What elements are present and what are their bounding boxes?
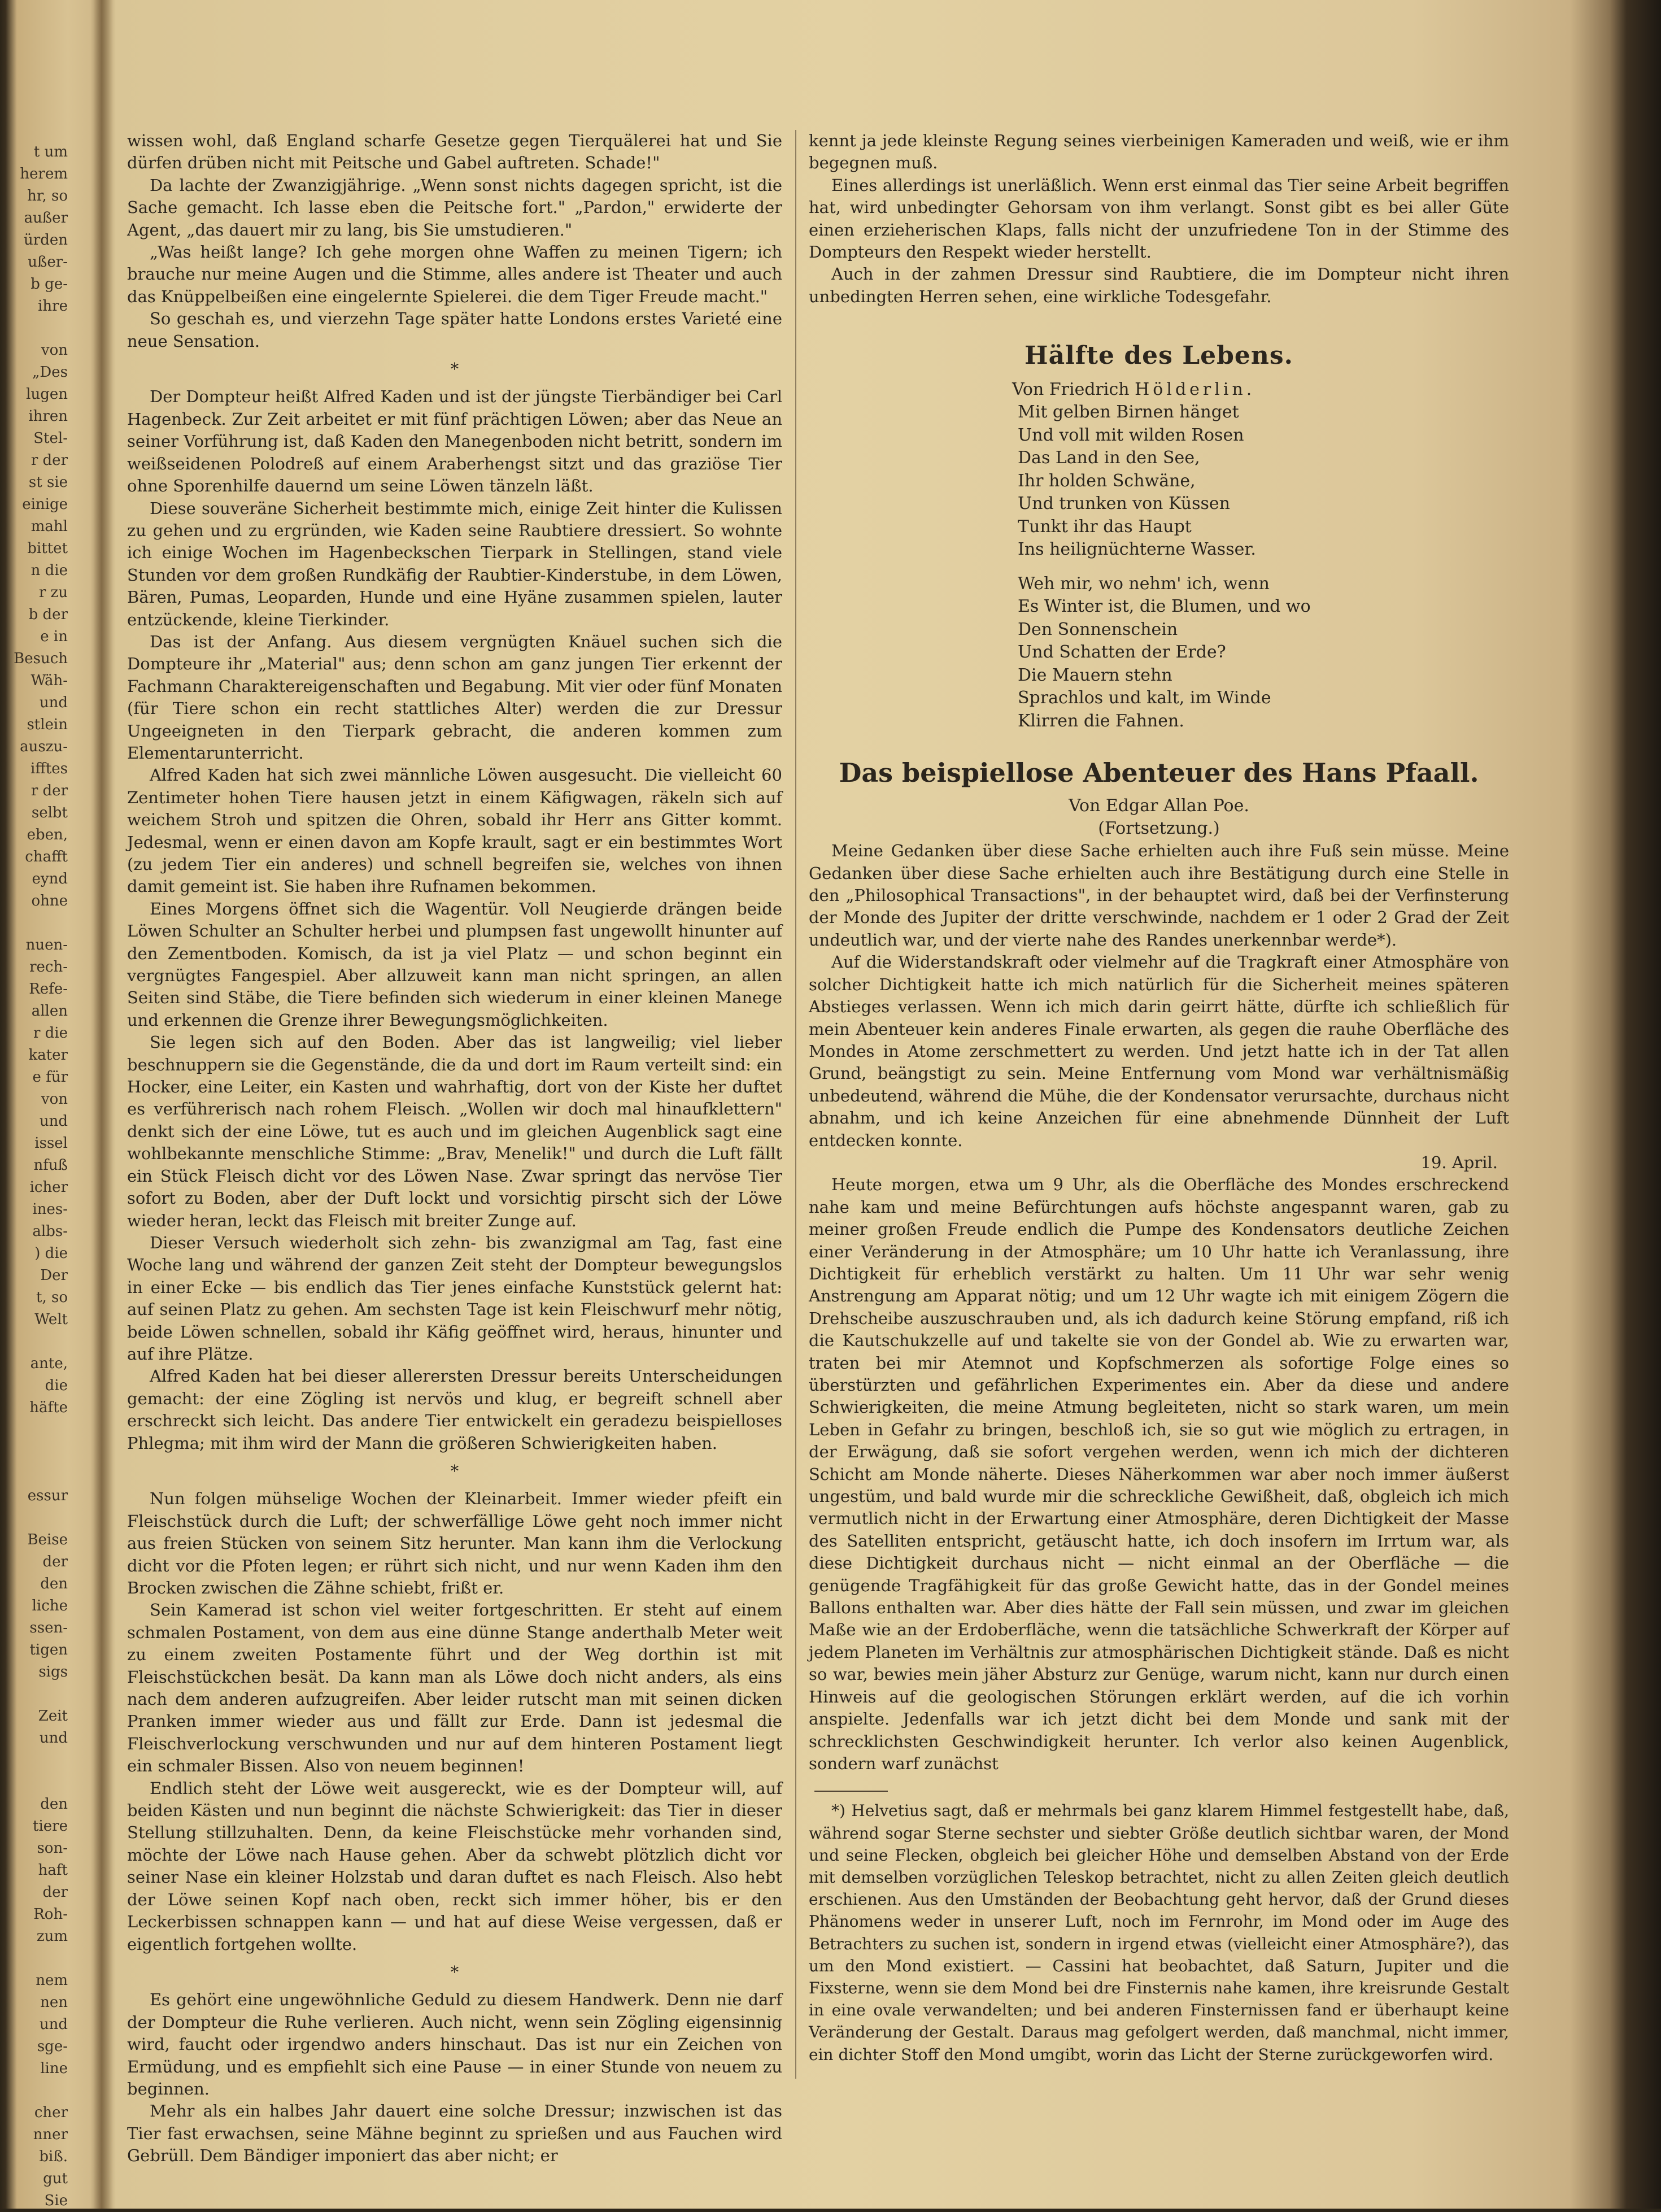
poem-line: Klirren die Fahnen. (1018, 711, 1184, 731)
column-divider (795, 130, 796, 2079)
paragraph: Alfred Kaden hat sich zwei männliche Löwen ausgesucht. Die vielleicht 60 Zentimeter hohen Tiere hausen jetzt in einem Käfigwagen, räkeln sich auf weichem Stroh und spitzen die Ohren, sobald ihr Herr ans Gitter kommt. Jedesmal, wenn er einen davon am Kopfe krault, sagt er ein bestimmtes Wort (zu jedem Tier ein anderes) und schnell begreifen sie, welches von ihnen damit gemeint ist. Sie haben ihre Rufnamen bekommen. (127, 765, 782, 896)
paragraph: „Was heißt lange? Ich gehe morgen ohne Waffen zu meinen Tigern; ich brauche nur meine Augen und die Stimme, alles andere ist Theater und auch das Knüppelbeißen eine eingelernte Spielerei. die dem Tiger Freude macht." (127, 242, 782, 306)
poem-line: Und voll mit wilden Rosen (1018, 425, 1244, 445)
paragraph: Auch in der zahmen Dressur sind Raubtiere, die im Dompteur nicht ihren unbedingten Herren sehen, eine wirkliche Todesgefahr. (809, 264, 1509, 306)
poem-line: Das Land in den See, (1018, 448, 1200, 468)
poem-line: Und trunken von Küssen (1018, 494, 1230, 514)
paragraph: So geschah es, und vierzehn Tage später hatte Londons erstes Varieté eine neue Sensation. (127, 309, 782, 351)
poem-line: Die Mauern stehn (1018, 665, 1172, 685)
paragraph: Heute morgen, etwa um 9 Uhr, als die Oberfläche des Mondes erschreckend nahe kam und meine Befürchtungen aufs höchste angespannt waren, gab zu meiner großen Freude endlich die Pumpe des Kondensators deutliche Zeichen einer Veränderung in der Atmosphäre; um 10 Uhr hatte ich Veranlassung, ihre Dichtigkeit für erheblich verstärkt zu halten. Um 11 Uhr war sehr wenig Anstrengung am Apparat nötig; und um 12 Uhr wagte ich mit einigem Zögern die Drehscheibe auszuschrauben und, als ich dadurch keine Störung empfand, riß ich die Kautschukzelle auf und takelte sie von der Gondel ab. Wie zu erwarten war, traten bei mir Atemnot und Kopfschmerzen als sofortige Folge eines so überstürzten und gefährlichen Experimentes ein. Aber da diese und andere Schwierigkeiten, die meine Atmung begleiteten, nicht so stark waren, um mein Leben in Gefahr zu bringen, beschloß ich, sie so gut wie möglich zu ertragen, in der Erwägung, daß sie sofort vergehen werden, wenn ich mich der dichteren Schicht am Monde näherte. Dieses Näherkommen war aber noch immer äußerst ungestüm, und bald wurde mir die schreckliche Gewißheit, daß, obgleich ich mich vermutlich nicht in der Erwartung einer Atmosphäre, deren Dichtigkeit der Masse des Satelliten entspricht, getäuscht hatte, ich doch insofern im Irrtum war, als diese Dichtigkeit durchaus nicht — nicht einmal an der Oberfläche — die genügende Tragfähigkeit für das große Gewicht hatte, das in der Gondel meines Ballons enthalten war. Aber dies hätte der Fall sein müssen, und zwar im gleichen Maße wie an der Erdoberfläche, wenn die tatsächliche Schwerkraft der Körper auf jedem Planeten im Verhältnis zur atmosphärischen Dichtigkeit stände. Daß es nicht so war, bewies mein jäher Absturz zur Genüge, warum nicht, kann nur durch einen Hinweis auf die geologischen Störungen erklärt werden, auf die ich vorhin anspielte. Jedenfalls war ich jetzt dicht bei dem Monde und sank mit der schrecklichsten Geschwindigkeit herunter. Ich verlor also keinen Augenblick, sondern warf zunächst (809, 1175, 1509, 1773)
left-column (127, 130, 782, 2167)
section-separator: * (450, 1461, 459, 1481)
previous-page-fragment: t um herem hr, so außer ürden ußer- b ge- ihre von „Des lugen ihren Stel- r der st sie einige mahl bittet n die r zu b der e in Besuch Wäh- und stlein auszu- ifftes r der selbt eben, chafft eynd ohne nuen- rech- Refe- allen r die kater e für von und issel nfuß icher ines- albs- ) die Der t, so Welt ante, die häfte essur Beise der den liche ssen- tigen sigs Zeit und den tiere son- haft der Roh- zum nem nen und sge- line cher nner biß. gut Sie (14, 143, 68, 2209)
paragraph: Der Dompteur heißt Alfred Kaden und ist der jüngste Tierbändiger bei Carl Hagenbeck. Zur Zeit arbeitet er mit fünf prächtigen Löwen; aber das Neue an seiner Vorführung ist, daß Kaden den Manegenboden nicht betritt, sondern im weißseidenen Polodreß auf einem Araberhengst sitzt und das graziöse Tier ohne Sporenhilfe dauernd um seine Löwen tänzeln läßt. (127, 387, 782, 496)
poem-line: Ihr holden Schwäne, (1018, 471, 1196, 491)
paragraph: Dieser Versuch wiederholt sich zehn- bis zwanzigmal am Tag, fast eine Woche lang und während der ganzen Zeit steht der Dompteur bewegungslos in einer Ecke — bis endlich das Tier jenes einfache Kunststück gelernt hat: auf seinen Platz zu gehen. Am sechsten Tage ist kein Fleischwurf mehr nötig, beide Löwen schnellen, sobald ihr Käfig geöffnet wird, heraus, hinunter und auf ihre Plätze. (127, 1233, 782, 1364)
paragraph: Diese souveräne Sicherheit bestimmte mich, einige Zeit hinter die Kulissen zu gehen und zu ergründen, wie Kaden seine Raubtiere dressiert. So wohnte ich einige Wochen im Hagenbeckschen Tierpark in Stellingen, stand viele Stunden vor dem großen Rundkäfig der Raubtier-Kinderstube, in dem Löwen, Bären, Pumas, Leoparden, Hunde und eine Hyäne zusammen spielen, lauter entzückende, kleine Tierkinder. (127, 498, 782, 629)
paragraph: wissen wohl, daß England scharfe Gesetze gegen Tierquälerei hat und Sie dürfen drüben nicht mit Peitsche und Gabel auftreten. Schade!" (127, 131, 782, 173)
poem-line: Ins heilignüchterne Wasser. (1018, 539, 1256, 560)
footnote: *) Helvetius sagt, daß er mehrmals bei ganz klarem Himmel festgestellt habe, daß, während sogar Sterne sechster und siebter Größe deutlich sichtbar waren, der Mond und seine Flecken, obgleich bei gleicher Höhe und demselben Abstand von der Erde mit demselben vorzüglichen Teleskop betrachtet, nicht zu allen Zeiten gleich deutlich erschienen. Aus den Umständen der Beobachtung geht hervor, daß der Grund dieses Phänomens weder in unserer Luft, noch im Fernrohr, im Mond oder im Auge des Betrachters zu suchen ist, sondern in irgend etwas (vielleicht einer Atmosphäre?), das um den Mond existiert. — Cassini hat beobachtet, daß Saturn, Jupiter und die Fixsterne, wenn sie dem Mond bei dre Finsternis nahe kamen, ihre kreisrunde Gestalt in eine ovale verwandelten; und bei anderen Finsternissen fand er überhaupt keine Veränderung der Gestalt. Daraus mag gefolgert werden, daß manchmal, nicht immer, ein dichter Stoff den Mond umgibt, worin das Licht der Sterne zurückgeworfen wird. (809, 1801, 1509, 2064)
author-prefix: Von Friedrich (1012, 380, 1135, 400)
paragraph: Eines allerdings ist unerläßlich. Wenn erst einmal das Tier seine Arbeit begriffen hat, wird unbedingter Gehorsam von ihm verlangt. Sonst gibt es bei aller Güte einen erzieherischen Klaps, falls nicht der unzufriedene Ton in der Stimme des Dompteurs den Respekt wieder herstellt. (809, 175, 1509, 262)
paragraph: kennt ja jede kleinste Regung seines vierbeinigen Kameraden und weiß, wie er ihm begegnen muß. (809, 131, 1509, 173)
author-name: Hölderlin. (1135, 380, 1255, 400)
poem-title: Hälfte des Lebens. (1024, 341, 1293, 371)
footnote-rule (814, 1791, 888, 1792)
paragraph: Endlich steht der Löwe weit ausgereckt, wie es der Dompteur will, auf beiden Kästen und nun beginnt die nächste Schwierigkeit: das Tier in dieser Stellung stillzuhalten. Denn, da keine Fleischstücke mehr vorhanden sind, möchte der Löwe nach Hause gehen. Aber da schwebt plötzlich dicht vor seiner Nase ein kleiner Holzstab und daran duftet es nach Fleisch. Also hebt der Löwe seinen Kopf nach oben, reckt sich immer höher, bis er den Leckerbissen schnappen kann — und hat auf diese Weise vergessen, daß er eigentlich fortgehen wollte. (127, 1778, 782, 1954)
paragraph: Sein Kamerad ist schon viel weiter fortgeschritten. Er steht auf einem schmalen Postament, von dem aus eine dünne Stange anderthalb Meter weit zu einem zweiten Postamente führt und der Weg dorthin ist mit Fleischstückchen besät. Da kann man als Löwe doch nicht anders, als eins nach dem anderen aufzugreifen. Aber leider rutscht man mit seinen dicken Pranken immer wieder aus und fällt zur Erde. Dann ist jedesmal die Fleischverlockung verschwunden und nur auf dem hinteren Postament liegt ein schmaler Bissen. Also von neuem beginnen! (127, 1600, 782, 1776)
poem-line: Und Schatten der Erde? (1018, 642, 1226, 663)
poem-line: Mit gelben Birnen hänget (1018, 402, 1239, 423)
section-separator: * (450, 359, 459, 379)
story-continuation-note: (Fortsetzung.) (1098, 818, 1220, 839)
poem-line: Den Sonnenschein (1018, 619, 1178, 639)
paragraph: Nun folgen mühselige Wochen der Kleinarbeit. Immer wieder pfeift ein Fleischstück durch die Luft; der schwerfällige Löwe geht noch immer nicht aus freien Stücken von seinem Sitz herunter. Man kann ihm die Verlockung dicht vor die Pfoten legen; er rührt sich nicht, und nur wenn Kaden ihm den Brocken zwischen die Zähne schiebt, frißt er. (127, 1489, 782, 1597)
poem-line: Es Winter ist, die Blumen, und wo (1018, 596, 1311, 617)
page-gutter-shadow (90, 0, 113, 2209)
right-column (809, 130, 1509, 2066)
paragraph: Es gehört eine ungewöhnliche Geduld zu diesem Handwerk. Denn nie darf der Dompteur die Ruhe verlieren. Auch nicht, wenn sein Zögling eigensinnig wird, faucht oder irgendwo anders hinschaut. Das ist nur ein Zeichen von Ermüdung, und es empfiehlt sich eine Pause — in einer Stunde von neuem zu beginnen. (127, 1990, 782, 2098)
paragraph: Sie legen sich auf den Boden. Aber das ist langweilig; viel lieber beschnuppern sie die Gegenstände, die da und dort im Raum verteilt sind: ein Hocker, eine Leiter, ein Kasten und wahrhaftig, dort von der Kiste her duftet es verführerisch nach rohem Fleisch. „Wollen wir doch mal hinaufklettern" denkt sich der eine Löwe, tut es auch und im gleichen Augenblick sagt eine wohlbekannte menschliche Stimme: „Brav, Menelik!" und durch die Luft fällt ein Stück Fleisch dicht vor des Löwen Nase. Zwar springt das nervöse Tier sofort zu Boden, aber der Duft lockt und vorsichtig pirscht sich der Löwe wieder heran, leckt das Fleisch mit breiter Zunge auf. (127, 1033, 782, 1230)
dateline: 19. April. (1420, 1152, 1498, 1172)
poem-stanza-2 (1018, 573, 1509, 733)
poem-line: Weh mir, wo nehm' ich, wenn (1018, 573, 1270, 594)
paragraph: Meine Gedanken über diese Sache erhielten auch ihre Fuß sein müsse. Meine Gedanken über diese Sache erhielten auch ihre Bestätigung durch eine Stelle in den „Philosophical Transactions", in der behauptet wird, daß bei der Verfinsterung der Monde des Jupiter der dritte verschwinde, nachdem er 1 oder 2 Grad der Zeit undeutlich war, und der vierte nahe des Randes unerkennbar werde*). (809, 841, 1509, 950)
poem-body (1018, 401, 1509, 733)
poem-line: Sprachlos und kalt, im Winde (1018, 688, 1271, 708)
paragraph: Alfred Kaden hat bei dieser allerersten Dressur bereits Unterscheidungen gemacht: der eine Zögling ist nervös und klug, er begreift schnell aber erschreckt sich leicht. Das andere Tier entwickelt ein geradezu beispielloses Phlegma; mit ihm wird der Mann die größeren Schwierigkeiten haben. (127, 1366, 782, 1453)
poem-author (1012, 378, 1509, 401)
story-title: Das beispiellose Abenteuer des Hans Pfaall. (839, 757, 1479, 789)
section-separator: * (450, 1962, 459, 1982)
story-author: Von Edgar Allan Poe. (1069, 796, 1249, 816)
paragraph: Auf die Widerstandskraft oder vielmehr auf die Tragkraft einer Atmosphäre von solcher Dichtigkeit hatte ich mich natürlich für die Sicherheit meines späteren Abstieges verlassen. Wenn ich mich darin geirrt hätte, dürfte ich schließlich für mein Abenteuer kein anderes Finale erwarten, als gegen die rauhe Oberfläche des Mondes in Atome zerschmettert zu werden. Und jetzt hatte ich in der Tat allen Grund, beängstigt zu sein. Meine Entfernung vom Mond war verhältnismäßig unbedeutend, während die Mühe, die der Kondensator verursachte, durchaus nicht abnahm, und ich keine Anzeichen für eine abnehmende Dünnheit der Luft entdecken konnte. (809, 952, 1509, 1150)
poem-line: Tunkt ihr das Haupt (1018, 516, 1192, 537)
paragraph: Da lachte der Zwanzigjährige. „Wenn sonst nichts dagegen spricht, ist die Sache gemacht. Ich lasse eben die Peitsche fort." „Pardon," erwiderte der Agent, „das dauert mir zu lang, bis Sie umstudieren." (127, 175, 782, 240)
paragraph: Mehr als ein halbes Jahr dauert eine solche Dressur; inzwischen ist das Tier fast erwachsen, seine Mähne beginnt zu sprießen und aus Fauchen wird Gebrüll. Dem Bändiger imponiert das aber nicht; er (127, 2101, 782, 2166)
poem-stanza-1 (1018, 401, 1509, 561)
paragraph: Das ist der Anfang. Aus diesem vergnügten Knäuel suchen sich die Dompteure ihr „Material" aus; denn schon am ganz jungen Tier erkennt der Fachmann Charaktereigenschaften und Begabung. Mit vier oder fünf Monaten (für Tiere schon ein recht stattliches Alter) werden die zur Dressur Ungeeigneten in den Tierpark gebracht, die anderen kommen zum Elementarunterricht. (127, 632, 782, 763)
paragraph: Eines Morgens öffnet sich die Wagentür. Voll Neugierde drängen beide Löwen Schulter an Schulter herbei und plumpsen fast ungewollt hinunter auf den Zementboden. Komisch, da ist ja viel Platz — und schon beginnt ein vergnügtes Fangespiel. Aber allzuweit kann man nicht springen, an allen Seiten sind Stäbe, die Tiere befinden sich wiederum in einer kleinen Manege und erkennen die Grenze ihrer Bewegungsmöglichkeiten. (127, 899, 782, 1030)
